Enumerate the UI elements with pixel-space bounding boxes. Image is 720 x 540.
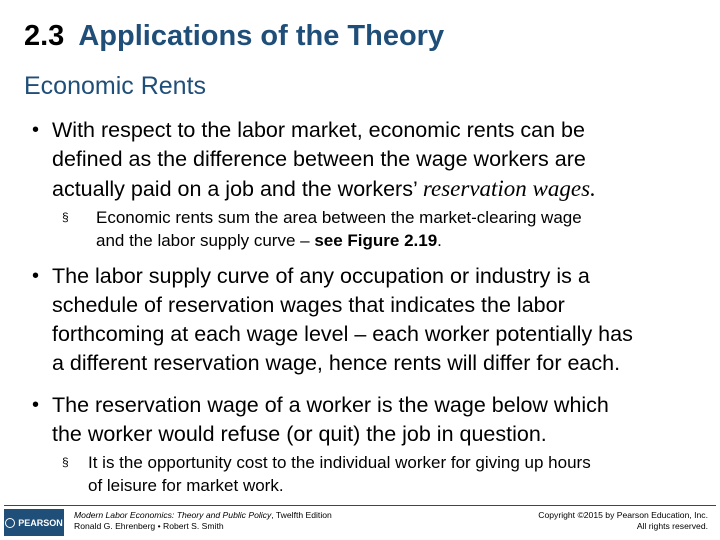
book-authors: Ronald G. Ehrenberg • Robert S. Smith <box>74 521 224 531</box>
bullet-icon: • <box>32 119 40 141</box>
sub-bullet-line <box>96 229 582 252</box>
slide-subtitle: Economic Rents <box>24 72 207 100</box>
bullet-line <box>52 174 720 204</box>
sub-bullet-line: It is the opportunity cost to the individual worker for giving up hours <box>88 453 591 472</box>
book-edition: , Twelfth Edition <box>271 510 332 520</box>
bullet-line: a different reservation wage, hence rents will differ for each. <box>52 351 621 375</box>
bullet-line: the worker would refuse (or quit) the job in question. <box>52 422 547 446</box>
bullet-line: With respect to the labor market, economic rents can be <box>52 118 585 142</box>
slide-title <box>24 20 444 53</box>
bullet-line: The reservation wage of a worker is the wage below which <box>52 393 609 417</box>
logo-mark-icon <box>5 518 15 528</box>
sub-bullet-icon: § <box>62 210 69 224</box>
sub-bullet-line: of leisure for market work. <box>88 476 284 495</box>
bullet-icon: • <box>32 394 40 416</box>
sub-bullet-text-end: . <box>437 231 442 250</box>
copyright-line: All rights reserved. <box>636 521 708 531</box>
sub-bullet-text: and the labor supply curve – <box>96 231 315 250</box>
figure-reference: see Figure 2.19 <box>314 231 438 250</box>
copyright-line: Copyright ©2015 by Pearson Education, Inc. <box>538 510 708 520</box>
copyright-notice <box>538 510 708 532</box>
footer-divider <box>4 505 716 506</box>
sub-bullet-icon: § <box>62 455 69 469</box>
emphasis-term: reservation wages <box>422 176 591 201</box>
sub-bullet-line: Economic rents sum the area between the market-clearing wage <box>96 208 582 227</box>
pearson-logo <box>4 509 64 536</box>
bullet-text-end: . <box>590 176 596 201</box>
book-citation <box>74 510 332 532</box>
bullet-line: defined as the difference between the wage workers are <box>52 147 586 171</box>
title-text: Applications of the Theory <box>78 20 445 52</box>
book-title: Modern Labor Economics: Theory and Public Policy <box>74 510 272 520</box>
bullet-line: forthcoming at each wage level – each worker potentially has <box>52 322 633 346</box>
bullet-line: schedule of reservation wages that indicates the labor <box>52 293 565 317</box>
bullet-icon: • <box>32 265 40 287</box>
bullet-line: The labor supply curve of any occupation or industry is a <box>52 264 590 288</box>
section-number: 2.3 <box>24 20 65 52</box>
bullet-text: actually paid on a job and the workers’ <box>52 177 423 201</box>
logo-text: PEARSON <box>18 517 63 528</box>
book-title-line <box>74 510 332 521</box>
